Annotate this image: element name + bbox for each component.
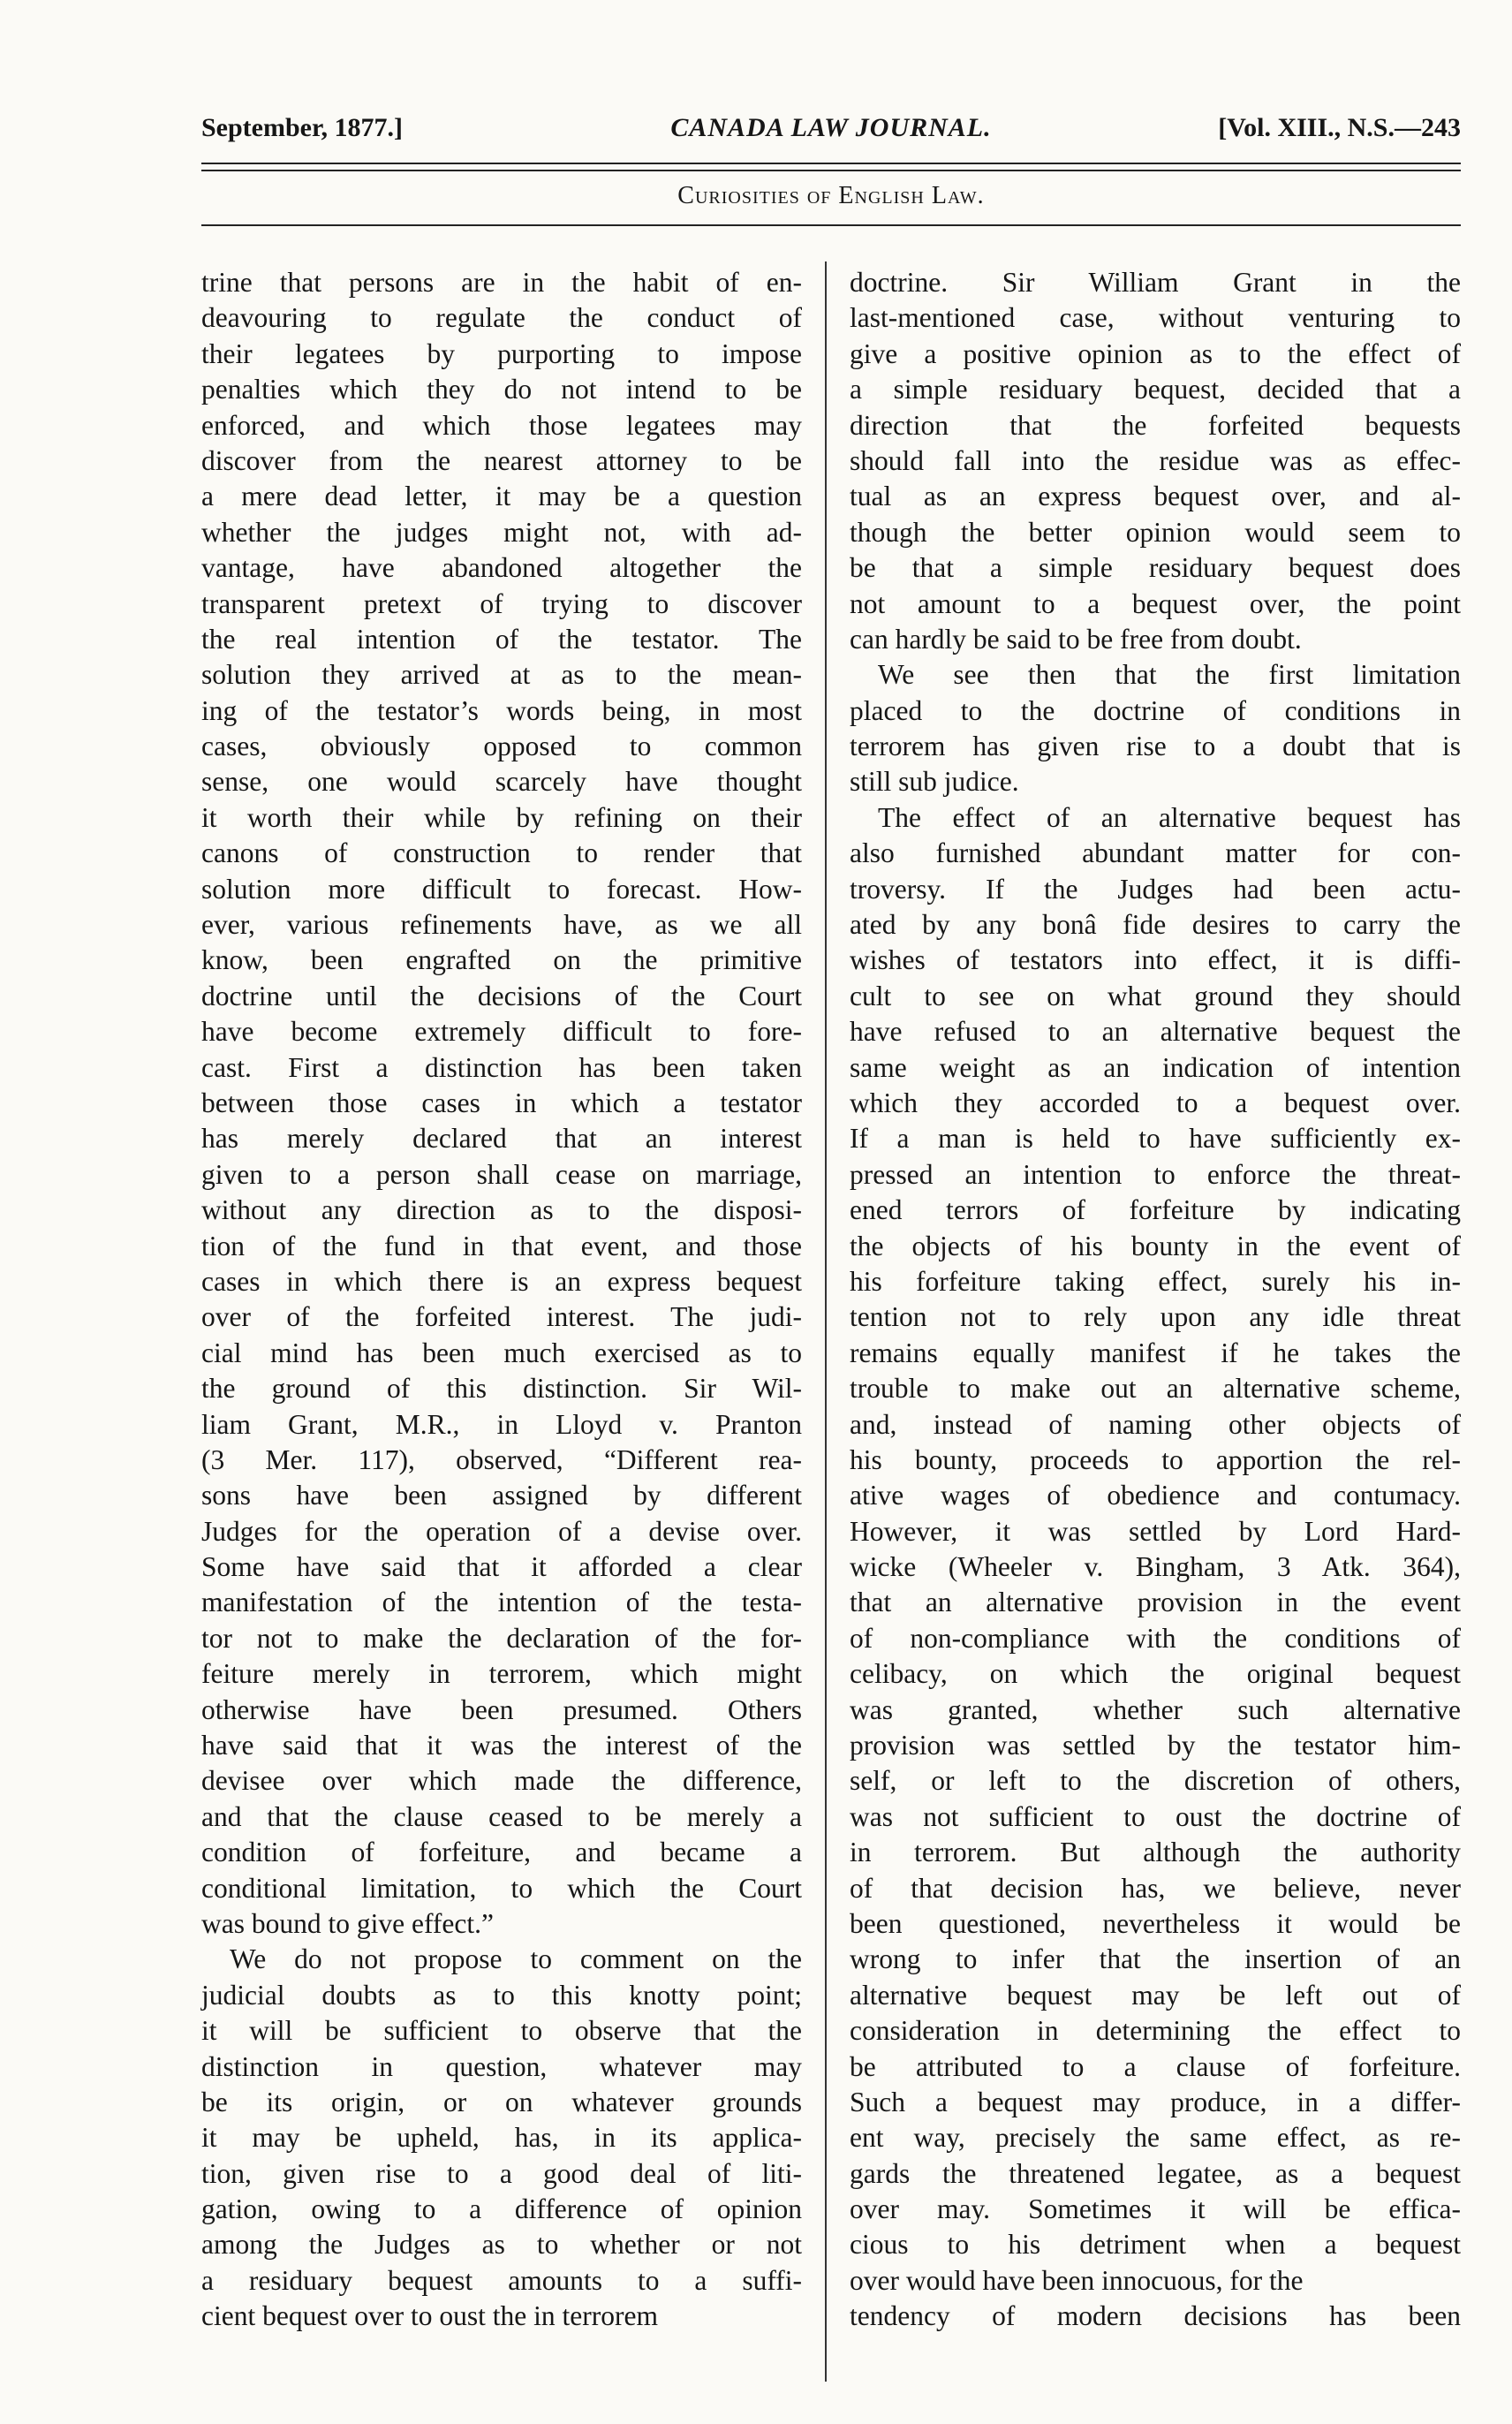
text-line: between those cases in which a testator bbox=[201, 1087, 802, 1118]
text-line: wicke (Wheeler v. Bingham, 3 Atk. 364), bbox=[850, 1551, 1461, 1583]
text-line: their legatees by purporting to impose bbox=[201, 337, 802, 369]
right-column bbox=[850, 265, 1461, 2335]
text-line: alternative bequest may be left out of bbox=[850, 1979, 1461, 2011]
text-line: terrorem has given rise to a doubt that is bbox=[850, 731, 1461, 762]
text-line: be that a simple residuary bequest does bbox=[850, 552, 1461, 584]
text-line: ent way, precisely the same effect, as re- bbox=[850, 2122, 1461, 2154]
text-line: his bounty, proceeds to apportion the rel- bbox=[850, 1443, 1461, 1475]
text-line: tention not to rely upon any idle threat bbox=[850, 1301, 1461, 1333]
text-line: his forfeiture taking effect, surely his in- bbox=[850, 1265, 1461, 1297]
text-line: have said that it was the interest of the bbox=[201, 1730, 802, 1761]
text-line: solution they arrived at as to the mean- bbox=[201, 659, 802, 691]
text-line: it may be upheld, has, in its applica- bbox=[201, 2122, 802, 2154]
text-line: tion, given rise to a good deal of liti- bbox=[201, 2157, 802, 2189]
issue-date: September, 1877.] bbox=[201, 113, 404, 142]
text-line: was granted, whether such alternative bbox=[850, 1693, 1461, 1725]
text-line: the real intention of the testator. The bbox=[201, 623, 802, 655]
text-line: cient bequest over to oust the in terrorem bbox=[201, 2300, 658, 2332]
text-line: provision was settled by the testator him- bbox=[850, 1730, 1461, 1761]
header-rule-top bbox=[201, 163, 1461, 164]
text-line: the objects of his bounty in the event of bbox=[850, 1230, 1461, 1261]
text-line: gation, owing to a difference of opinion bbox=[201, 2193, 802, 2225]
text-line: The effect of an alternative bequest has bbox=[878, 801, 1461, 833]
text-line: of non-compliance with the conditions of bbox=[850, 1622, 1461, 1654]
text-line: (3 Mer. 117), observed, “Different rea- bbox=[201, 1443, 802, 1475]
text-line: over of the forfeited interest. The judi- bbox=[201, 1301, 802, 1333]
text-line: have become extremely difficult to fore- bbox=[201, 1016, 802, 1048]
text-line: trine that persons are in the habit of en- bbox=[201, 267, 802, 298]
text-line: troversy. If the Judges had been actu- bbox=[850, 873, 1461, 905]
text-line: ative wages of obedience and contumacy. bbox=[850, 1480, 1461, 1511]
text-line: also furnished abundant matter for con- bbox=[850, 837, 1461, 869]
text-line: We see then that the first limitation bbox=[878, 659, 1461, 691]
text-line: wrong to infer that the insertion of an bbox=[850, 1943, 1461, 1975]
text-line: cases, obviously opposed to common bbox=[201, 731, 802, 762]
text-line: cast. First a distinction has been taken bbox=[201, 1051, 802, 1083]
text-line: vantage, have abandoned altogether the bbox=[201, 552, 802, 584]
text-line: without any direction as to the disposi- bbox=[201, 1194, 802, 1226]
text-line: ing of the testator’s words being, in most bbox=[201, 694, 802, 726]
text-line: sense, one would scarcely have thought bbox=[201, 766, 802, 798]
text-line: which they accorded to a bequest over. bbox=[850, 1087, 1461, 1118]
text-line: was bound to give effect.” bbox=[201, 1907, 494, 1939]
text-line: self, or left to the discretion of others, bbox=[850, 1765, 1461, 1797]
volume-page: [Vol. XIII., N.S.—243 bbox=[1218, 113, 1461, 142]
text-line: same weight as an indication of intention bbox=[850, 1051, 1461, 1083]
text-line: otherwise have been presumed. Others bbox=[201, 1693, 802, 1725]
text-line: has merely declared that an interest bbox=[201, 1123, 802, 1155]
text-line: pressed an intention to enforce the threat- bbox=[850, 1158, 1461, 1190]
text-line: conditional limitation, to which the Court bbox=[201, 1872, 802, 1904]
text-line: sons have been assigned by different bbox=[201, 1480, 802, 1511]
text-line: judicial doubts as to this knotty point; bbox=[201, 1979, 802, 2011]
text-line: still sub judice. bbox=[850, 766, 1019, 798]
text-line: was not sufficient to oust the doctrine of bbox=[850, 1800, 1461, 1832]
text-line: given to a person shall cease on marriage, bbox=[201, 1158, 802, 1190]
column-divider bbox=[825, 261, 827, 2382]
text-line: However, it was settled by Lord Hard- bbox=[850, 1515, 1461, 1547]
text-line: Such a bequest may produce, in a differ- bbox=[850, 2086, 1461, 2117]
section-rule bbox=[201, 224, 1461, 226]
text-line: canons of construction to render that bbox=[201, 837, 802, 869]
text-line: know, been engrafted on the primitive bbox=[201, 944, 802, 976]
journal-title: CANADA LAW JOURNAL. bbox=[670, 113, 992, 142]
text-line: trouble to make out an alternative scheme, bbox=[850, 1373, 1461, 1405]
text-line: been questioned, nevertheless it would be bbox=[850, 1907, 1461, 1939]
text-line: distinction in question, whatever may bbox=[201, 2050, 802, 2082]
text-line: it worth their while by refining on their bbox=[201, 801, 802, 833]
text-line: cult to see on what ground they should bbox=[850, 980, 1461, 1011]
header-rule-bottom bbox=[201, 170, 1461, 171]
text-line: gards the threatened legatee, as a bequest bbox=[850, 2157, 1461, 2189]
text-line: tendency of modern decisions has been bbox=[850, 2300, 1461, 2332]
text-line: be its origin, or on whatever grounds bbox=[201, 2086, 802, 2117]
section-title: Curiosities of English Law. bbox=[677, 182, 985, 209]
text-line: cial mind has been much exercised as to bbox=[201, 1337, 802, 1368]
text-line: placed to the doctrine of conditions in bbox=[850, 694, 1461, 726]
text-line: Some have said that it afforded a clear bbox=[201, 1551, 802, 1583]
text-line: among the Judges as to whether or not bbox=[201, 2229, 802, 2261]
running-header bbox=[201, 113, 1461, 157]
text-line: the ground of this distinction. Sir Wil- bbox=[201, 1373, 802, 1405]
text-line: enforced, and which those legatees may bbox=[201, 409, 802, 441]
text-line: discover from the nearest attorney to be bbox=[201, 444, 802, 476]
text-line: be attributed to a clause of forfeiture. bbox=[850, 2050, 1461, 2082]
text-line: cases in which there is an express bequest bbox=[201, 1265, 802, 1297]
text-line: direction that the forfeited bequests bbox=[850, 409, 1461, 441]
text-line: tual as an express bequest over, and al- bbox=[850, 481, 1461, 512]
text-line: condition of forfeiture, and became a bbox=[201, 1837, 802, 1868]
text-line: can hardly be said to be free from doubt. bbox=[850, 623, 1302, 655]
text-line: doctrine. Sir William Grant in the bbox=[850, 267, 1461, 298]
text-line: give a positive opinion as to the effect of bbox=[850, 337, 1461, 369]
text-line: doctrine until the decisions of the Court bbox=[201, 980, 802, 1011]
text-line: Judges for the operation of a devise over. bbox=[201, 1515, 802, 1547]
text-line: We do not propose to comment on the bbox=[230, 1943, 802, 1975]
text-line: ated by any bonâ fide desires to carry the bbox=[850, 909, 1461, 941]
text-line: solution more difficult to forecast. How- bbox=[201, 873, 802, 905]
text-line: remains equally manifest if he takes the bbox=[850, 1337, 1461, 1368]
text-line: that an alternative provision in the event bbox=[850, 1587, 1461, 1618]
text-line: ened terrors of forfeiture by indicating bbox=[850, 1194, 1461, 1226]
text-line: devisee over which made the difference, bbox=[201, 1765, 802, 1797]
text-line: whether the judges might not, with ad- bbox=[201, 516, 802, 548]
text-line: not amount to a bequest over, the point bbox=[850, 587, 1461, 619]
text-line: penalties which they do not intend to be bbox=[201, 374, 802, 405]
text-line: and that the clause ceased to be merely a bbox=[201, 1800, 802, 1832]
text-line: celibacy, on which the original bequest bbox=[850, 1658, 1461, 1690]
text-line: manifestation of the intention of the testa- bbox=[201, 1587, 802, 1618]
text-line: deavouring to regulate the conduct of bbox=[201, 302, 802, 334]
text-line: in terrorem. But although the authority bbox=[850, 1837, 1461, 1868]
text-line: cious to his detriment when a bequest bbox=[850, 2229, 1461, 2261]
left-column bbox=[201, 265, 802, 2335]
text-line: though the better opinion would seem to bbox=[850, 516, 1461, 548]
text-line: over would have been innocuous, for the bbox=[850, 2264, 1304, 2296]
text-line: tion of the fund in that event, and those bbox=[201, 1230, 802, 1261]
text-line: it will be sufficient to observe that the bbox=[201, 2015, 802, 2047]
text-line: have refused to an alternative bequest the bbox=[850, 1016, 1461, 1048]
text-line: and, instead of naming other objects of bbox=[850, 1408, 1461, 1440]
text-line: If a man is held to have sufficiently ex- bbox=[850, 1123, 1461, 1155]
text-line: last-mentioned case, without venturing to bbox=[850, 302, 1461, 334]
text-line: ever, various refinements have, as we all bbox=[201, 909, 802, 941]
text-line: of that decision has, we believe, never bbox=[850, 1872, 1461, 1904]
text-line: liam Grant, M.R., in Lloyd v. Pranton bbox=[201, 1408, 802, 1440]
text-line: tor not to make the declaration of the for- bbox=[201, 1622, 802, 1654]
text-line: a simple residuary bequest, decided that a bbox=[850, 374, 1461, 405]
text-line: wishes of testators into effect, it is diffi- bbox=[850, 944, 1461, 976]
text-line: consideration in determining the effect to bbox=[850, 2015, 1461, 2047]
text-line: over may. Sometimes it will be effica- bbox=[850, 2193, 1461, 2225]
text-line: a residuary bequest amounts to a suffi- bbox=[201, 2264, 802, 2296]
text-line: a mere dead letter, it may be a question bbox=[201, 481, 802, 512]
text-line: transparent pretext of trying to discover bbox=[201, 587, 802, 619]
text-line: should fall into the residue was as effec- bbox=[850, 444, 1461, 476]
text-line: feiture merely in terrorem, which might bbox=[201, 1658, 802, 1690]
